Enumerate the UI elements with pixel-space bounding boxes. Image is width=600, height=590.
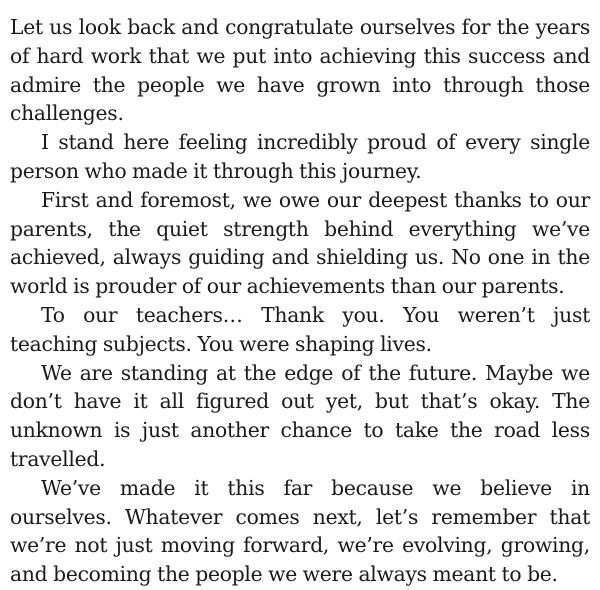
paragraph-reflection: Let us look back and congratulate ourselves for the years of hard work that we put into achieving this success and admire the people we have grown into through those challenges.	[10, 15, 590, 126]
paragraph-pride: I stand here feeling incredibly proud of every single person who made it through this journey.	[10, 130, 590, 183]
paragraph-teachers-thanks: To our teachers… Thank you. You weren’t just teaching subjects. You were shaping lives.	[10, 302, 590, 356]
paragraph-closing: We’ve made it this far because we believe in ourselves. Whatever comes next, let’s remember that we’re not just moving forward, we’re evolving, growing, and becoming the people we were always meant to be.	[10, 475, 590, 587]
speech-text-body	[10, 13, 590, 589]
paragraph-parents-thanks: First and foremost, we owe our deepest thanks to our parents, the quiet strength behind everything we’ve achieved, always guiding and shielding us. No one in the world is prouder of our achievements than our parents.	[10, 187, 590, 299]
paragraph-future: We are standing at the edge of the future. Maybe we don’t have it all figured out yet, but that’s okay. The unknown is just another chance to take the road less travelled.	[10, 360, 590, 471]
